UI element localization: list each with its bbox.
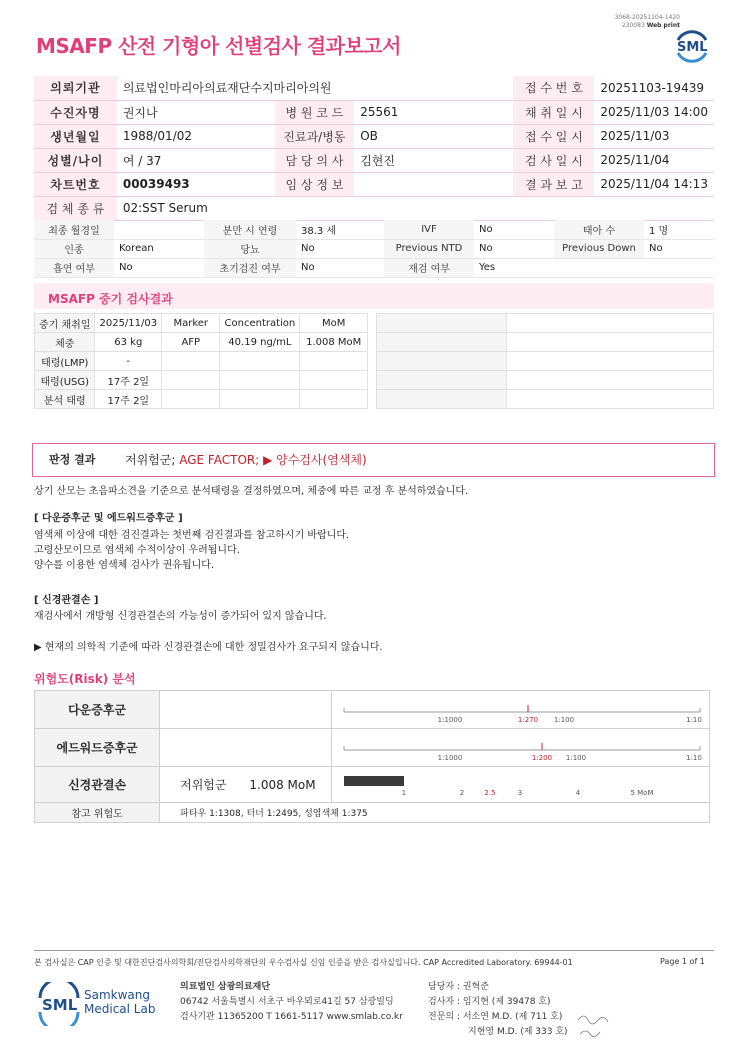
footer-accreditation: 본 검사실은 CAP 인증 및 대한진단검사의학회/진단검사의학재단의 우수검사실 신임 인증을 받은 검사실입니다. CAP Accredited Laboratory. 69944-01 [34,958,573,967]
signature-icon [574,1010,614,1042]
empty-cell [507,333,714,352]
doc-code-1: 3068-20251104-1420 [614,14,680,21]
info-value: 2025/11/03 [594,124,714,148]
mid-results-heading: MSAFP 중기 검사결과 [34,283,714,309]
note-line: 재검사에서 개방형 신경관결손의 가능성이 증가되어 있지 않습니다. [34,611,327,622]
info-label: 임 상 정 보 [275,172,355,196]
empty-cell [507,352,714,371]
ntd-section-title: [ 신경관결손 ] [34,595,99,606]
mid-value [162,390,220,409]
info-row [34,76,714,100]
info-row [34,100,714,124]
clinical-row [34,239,714,258]
doc-type: Web print [646,22,680,29]
staff-label: 담당자 : [428,982,460,992]
info-label: 결 과 보 고 [513,172,594,196]
doc-code-2: 230083 [621,22,645,29]
risk-label: 에드워드증후군 [35,729,160,767]
judgement-box [32,443,715,477]
footer-logo-text: SML [42,996,78,1014]
mom-bar [344,776,404,786]
judgement-alert: AGE FACTOR; ▶ 양수검사(염색체) [175,453,367,467]
risk-table [34,690,710,823]
risk-row [35,729,710,767]
mid-header: Concentration [220,314,300,333]
info-label: 접 수 번 호 [513,76,594,100]
mid-value [220,371,300,390]
clinical-value: No [474,220,554,239]
staff-label: 전문의 : [428,1012,460,1022]
risk-result [160,691,332,729]
down-section-title: [ 다운증후군 및 에드워드증후군 ] [34,513,183,524]
clinical-value [554,258,644,277]
scale-tick: 1:100 [553,716,575,724]
clinical-value: Yes [474,258,554,277]
clinical-label: 재검 여부 [384,258,474,277]
note-line: 염색체 이상에 대한 검진결과는 첫번째 검진결과를 참고하시기 바랍니다. [34,530,350,541]
footer-org-block [180,980,403,1025]
risk-row [35,691,710,729]
brand-line-1: Samkwang [84,988,150,1002]
scale-marker: 2.5 [484,789,496,797]
info-label: 검 사 일 시 [513,148,594,172]
scale-tick: 1:1000 [437,716,463,724]
info-value: 2025/11/04 14:13 [594,172,714,196]
empty-cell [507,390,714,409]
clinical-label: Previous Down [554,239,644,258]
info-label: 의뢰기관 [34,76,117,100]
sml-logo [672,26,712,66]
clinical-label: 당뇨 [204,239,296,258]
clinical-value [644,258,714,277]
mid-value: 63 kg [95,333,162,352]
info-row [34,148,714,172]
judgement-value [125,444,367,476]
info-value: 2025/11/03 14:00 [594,100,714,124]
mid-value [300,352,368,371]
staff-label: 검사자 : [428,997,460,1007]
note-line: ▶ 현재의 의학적 기준에 따라 신경관결손에 대한 정밀검사가 요구되지 않습니다. [34,642,383,653]
risk-label: 다운증후군 [35,691,160,729]
info-label: 병 원 코 드 [275,100,355,124]
empty-cell [507,314,714,333]
info-value: 김현진 [354,148,513,172]
footer-org: 의료법인 삼광의료재단 [180,982,271,992]
mid-value [162,371,220,390]
scale-marker: 1:200 [531,754,553,762]
clinical-value: 1 명 [644,220,714,239]
mid-header: MoM [300,314,368,333]
staff-name: 서소연 M.D. (제 711 호) [462,1012,563,1022]
risk-heading: 위험도(Risk) 분석 [34,672,136,686]
scale-tick: 1:1000 [437,754,463,762]
edwards-risk-scale [332,729,708,763]
staff-name: 지현영 M.D. (제 333 호) [468,1027,568,1037]
mid-results-table [34,313,368,409]
info-row [34,196,714,220]
scale-tick: 5 MoM [630,789,654,797]
empty-cell [507,371,714,390]
info-value: 20251103-19439 [594,76,714,100]
note-line: 고령산모이므로 염색체 수적이상이 우려됩니다. [34,545,240,556]
ref-risk-label: 참고 위험도 [35,803,160,823]
empty-cell [377,352,507,371]
sml-logo-text: SML [677,40,708,55]
clinical-value: Korean [114,239,204,258]
risk-scale-cell [332,691,710,729]
info-row [34,124,714,148]
info-label: 생년월일 [34,124,117,148]
info-label: 성별/나이 [34,148,117,172]
info-value [354,172,513,196]
mid-value: 17주 2일 [95,371,162,390]
scale-marker: 1:270 [517,716,539,724]
empty-cell [377,371,507,390]
scale-tick: 4 [575,789,581,797]
ref-risk-value: 파타우 1:1308, 터너 1:2495, 성염색체 1:375 [160,803,710,823]
mid-value: 1.008 MoM [300,333,368,352]
empty-cell [377,390,507,409]
clinical-value [114,220,204,239]
risk-result: 저위험군 1.008 MoM [160,767,332,803]
mid-value [300,390,368,409]
footer-staff-block [428,980,568,1040]
empty-cell [377,314,507,333]
clinical-value: No [296,258,384,277]
info-value: 2025/11/04 [594,148,714,172]
clinical-value: No [474,239,554,258]
clinical-label: 인종 [34,239,114,258]
mid-row [35,314,368,333]
document-id [590,14,680,30]
mid-value: 17주 2일 [95,390,162,409]
info-value: 25561 [354,100,513,124]
mid-value [220,390,300,409]
clinical-label: Previous NTD [384,239,474,258]
footer-address: 06742 서울특별시 서초구 바우뫼로41길 57 삼광빌딩 [180,997,394,1007]
ntd-risk-scale [332,767,708,799]
clinical-label: 최종 월경일 [34,220,114,239]
mid-row [35,371,368,390]
info-label: 담 당 의 사 [275,148,355,172]
info-value: 00039493 [117,172,275,196]
staff-name: 임지현 (제 39478 호) [462,997,551,1007]
risk-label: 신경관결손 [35,767,160,803]
clinical-value: 38.3 세 [296,220,384,239]
note-line: 양수를 이용한 염색체 검사가 권유됩니다. [34,560,215,571]
mid-label: 분석 태령 [35,390,95,409]
scale-tick: 3 [517,789,523,797]
mid-row [35,333,368,352]
footer-logo [36,982,156,1026]
mid-row [35,390,368,409]
risk-result [160,729,332,767]
info-value: 02:SST Serum [117,196,714,220]
note-line: 상기 산모는 초음파소견을 기준으로 분석태령을 결정하였으며, 체중에 따른 교정 후 분석하였습니다. [34,486,469,497]
clinical-label: 태아 수 [554,220,644,239]
clinical-label: 분만 시 연령 [204,220,296,239]
info-label: 접 수 일 시 [513,124,594,148]
mid-value [220,352,300,371]
page-number: Page 1 of 1 [660,957,705,966]
scale-tick: 1:10 [686,716,702,724]
mid-value: - [95,352,162,371]
mid-value: 2025/11/03 [95,314,162,333]
clinical-value: No [644,239,714,258]
footer-divider [34,950,714,951]
down-risk-scale [332,691,708,725]
judgement-plain: 저위험군; [125,453,176,467]
info-value: 의료법인마리아의료재단수지마리아의원 [117,76,514,100]
info-value: 권지나 [117,100,275,124]
info-label: 채 취 일 시 [513,100,594,124]
clinical-value: No [114,258,204,277]
clinical-row [34,258,714,277]
clinical-info-table [34,220,714,278]
scale-tick: 1:10 [686,754,702,762]
mid-value [300,371,368,390]
scale-tick: 2 [459,789,465,797]
info-value: OB [354,124,513,148]
staff-name: 권혁준 [462,982,489,992]
info-row [34,172,714,196]
clinical-label: 흡연 여부 [34,258,114,277]
info-value: 1988/01/02 [117,124,275,148]
clinical-value: No [296,239,384,258]
mid-results-empty-table [376,313,714,409]
risk-row [35,767,710,803]
info-value: 여 / 37 [117,148,275,172]
scale-tick: 1:100 [565,754,587,762]
clinical-row [34,220,714,239]
mid-header: Marker [162,314,220,333]
mid-row [35,352,368,371]
judgement-label: 판정 결과 [49,453,96,466]
scale-tick: 1 [401,789,407,797]
info-label: 차트번호 [34,172,117,196]
report-title: MSAFP 산전 기형아 선별검사 결과보고서 [36,34,401,58]
mid-value: AFP [162,333,220,352]
footer-contact: 검사기관 11365200 T 1661-5117 www.smlab.co.kr [180,1012,403,1022]
mid-value: 40.19 ng/mL [220,333,300,352]
risk-row [35,803,710,823]
mid-value [162,352,220,371]
patient-info-table [34,76,714,221]
info-label: 수진자명 [34,100,117,124]
info-label: 진료과/병동 [275,124,355,148]
clinical-label: IVF [384,220,474,239]
footer-brand [84,988,155,1016]
info-label: 검 체 종 류 [34,196,117,220]
empty-cell [377,333,507,352]
mid-label: 태령(LMP) [35,352,95,371]
risk-scale-cell [332,729,710,767]
mid-label: 태령(USG) [35,371,95,390]
brand-line-2: Medical Lab [84,1002,156,1016]
risk-scale-cell [332,767,710,803]
mid-label: 체중 [35,333,95,352]
clinical-label: 초기검진 여부 [204,258,296,277]
mid-label: 중기 채취일 [35,314,95,333]
